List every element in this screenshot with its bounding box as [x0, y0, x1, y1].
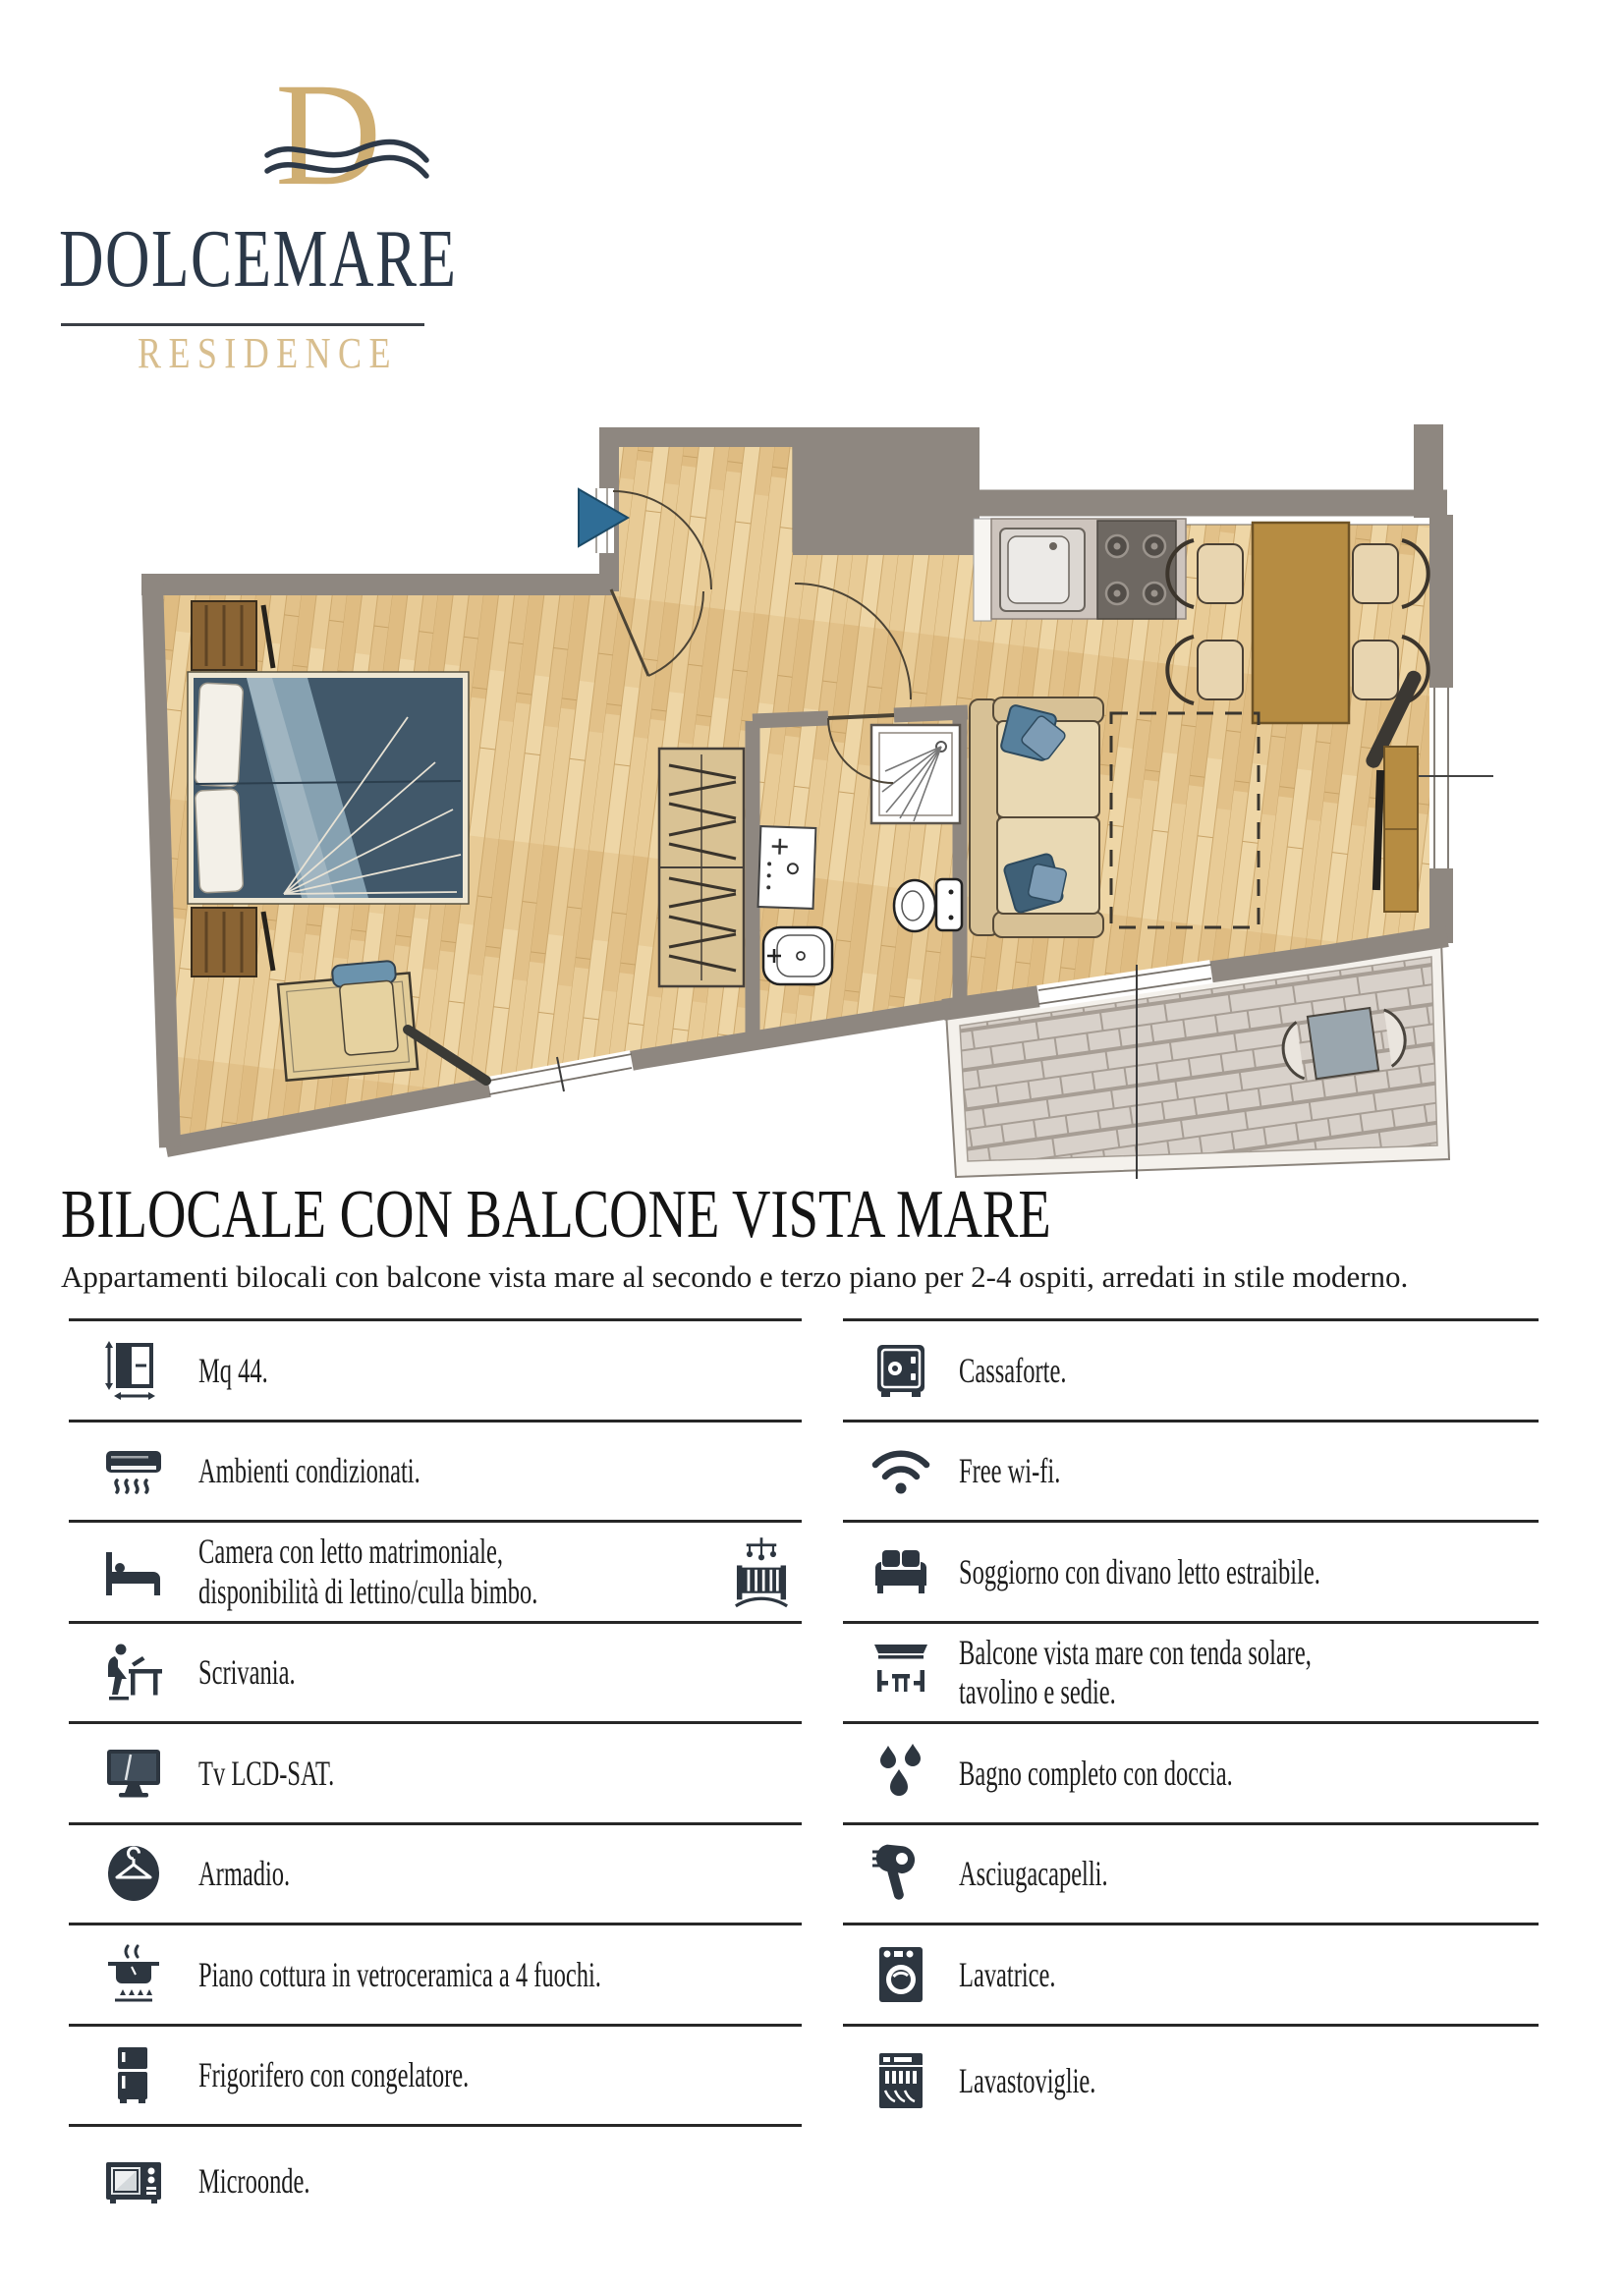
kitchen-sink	[1000, 529, 1085, 611]
bidet	[763, 927, 832, 984]
logo-monogram: D	[275, 53, 382, 216]
amenity-text: Mq 44.	[198, 1350, 268, 1390]
wardrobe	[659, 749, 744, 986]
amenity-row	[843, 1520, 1539, 1621]
tv-icon	[69, 1742, 198, 1805]
amenity-text: Free wi-fi.	[959, 1451, 1061, 1491]
page-title: BILOCALE CON BALCONE VISTA MARE	[61, 1177, 1051, 1253]
fridge-icon	[69, 2043, 198, 2106]
washing-machine-icon	[843, 1943, 959, 2006]
stove-icon	[69, 1943, 198, 2006]
dishwasher-icon	[843, 2049, 959, 2112]
amenity-text: Camera con letto matrimoniale, disponibilità di lettino/culla bimbo.	[198, 1532, 538, 1611]
amenity-row	[843, 1318, 1539, 1420]
amenity-row	[843, 2024, 1539, 2136]
shower	[871, 725, 960, 823]
amenity-row	[69, 1318, 802, 1420]
logo-name: DOLCEMARE	[59, 213, 458, 305]
amenity-text: Scrivania.	[198, 1652, 296, 1693]
air-conditioner-icon	[69, 1439, 198, 1502]
amenity-text: Tv LCD-SAT.	[198, 1753, 335, 1793]
amenity-text: Asciugacapelli.	[959, 1854, 1108, 1894]
amenity-row	[69, 1923, 802, 2024]
amenities-column-right	[843, 1318, 1539, 2136]
amenity-text: Armadio.	[198, 1854, 291, 1894]
water-drops-icon	[843, 1742, 959, 1805]
amenity-row	[843, 1420, 1539, 1521]
washbasin	[758, 826, 816, 909]
desk-icon	[69, 1641, 198, 1703]
amenity-text: Ambienti condizionati.	[198, 1451, 420, 1491]
stove	[1097, 521, 1176, 619]
crib-icon	[727, 1535, 796, 1608]
amenity-text: Cassaforte.	[959, 1350, 1067, 1390]
safe-icon	[843, 1339, 959, 1402]
wardrobe-hanger-icon	[69, 1842, 198, 1905]
amenity-text: Piano cottura in vetroceramica a 4 fuochi.	[198, 1954, 601, 1994]
amenity-row	[69, 1721, 802, 1822]
tv-cabinet	[1372, 747, 1418, 912]
amenity-row	[843, 1721, 1539, 1822]
balcony-icon	[843, 1641, 959, 1703]
sofa-icon	[843, 1540, 959, 1603]
page-subtitle: Appartamenti bilocali con balcone vista mare al secondo e terzo piano per 2-4 ospiti, arredati in stile moderno.	[61, 1259, 1409, 1294]
microwave-icon	[69, 2150, 198, 2213]
wifi-icon	[843, 1439, 959, 1502]
amenity-text: Lavatrice.	[959, 1954, 1056, 1994]
amenity-row	[69, 1420, 802, 1521]
amenity-row	[843, 1621, 1539, 1722]
amenity-row	[69, 1822, 802, 1924]
hairdryer-icon	[843, 1842, 959, 1905]
amenity-text: Bagno completo con doccia.	[959, 1753, 1233, 1793]
amenity-row	[69, 2024, 802, 2125]
amenity-text: Balcone vista mare con tenda solare, tavolino e sedie.	[959, 1632, 1312, 1712]
amenity-text: Frigorifero con congelatore.	[198, 2055, 470, 2095]
toilet	[894, 879, 962, 931]
amenity-text: Lavastoviglie.	[959, 2060, 1096, 2100]
kitchen-counter	[974, 519, 1186, 621]
amenity-row	[69, 1621, 802, 1722]
amenity-text: Soggiorno con divano letto estraibile.	[959, 1551, 1320, 1591]
amenity-row	[69, 1520, 802, 1621]
amenity-row	[69, 2124, 802, 2236]
double-bed	[188, 672, 469, 904]
floor-plan	[113, 277, 1493, 1196]
area-icon	[69, 1339, 198, 1402]
logo-wave-icon	[263, 134, 432, 196]
double-bed-icon	[69, 1540, 198, 1603]
amenity-row	[843, 1923, 1539, 2024]
amenity-text: Microonde.	[198, 2161, 310, 2202]
amenity-row	[843, 1822, 1539, 1924]
logo-subtitle: RESIDENCE	[138, 329, 398, 377]
amenities-column-left	[69, 1318, 802, 2236]
